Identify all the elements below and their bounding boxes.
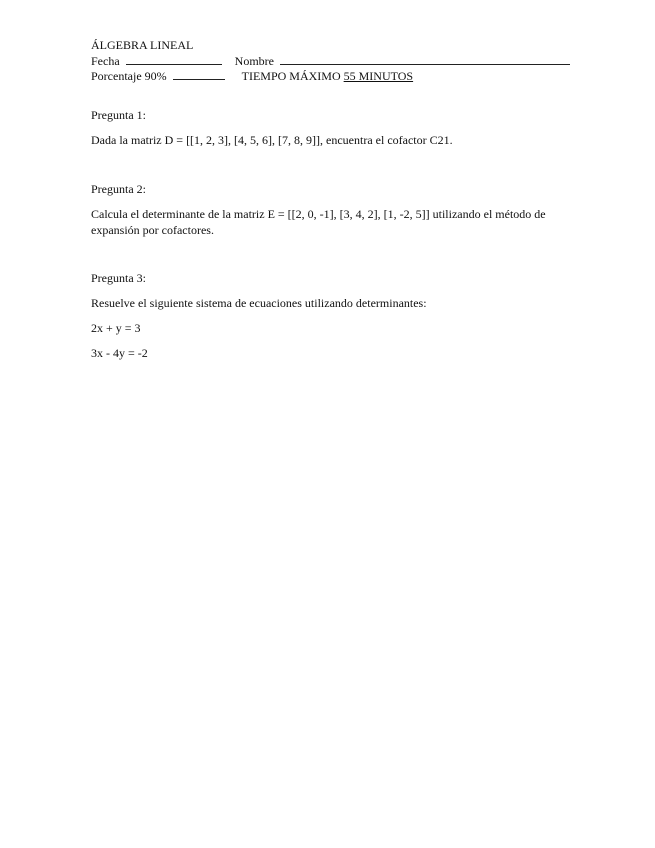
question-1 bbox=[91, 108, 571, 148]
question-title: Pregunta 2: bbox=[91, 182, 146, 196]
equation-2: 3x - 4y = -2 bbox=[91, 346, 148, 360]
time-value: 55 MINUTOS bbox=[343, 69, 414, 83]
question-title: Pregunta 1: bbox=[91, 108, 146, 122]
course-title: ÁLGEBRA LINEAL bbox=[91, 38, 194, 52]
question-text: Dada la matriz D = [[1, 2, 3], [4, 5, 6], [7, 8, 9]], encuentra el cofactor C21. bbox=[91, 133, 453, 147]
exam-sheet bbox=[91, 38, 571, 360]
name-label: Nombre bbox=[234, 54, 274, 68]
date-name-row bbox=[91, 53, 571, 68]
percentage-blank[interactable] bbox=[173, 68, 225, 80]
date-label: Fecha bbox=[91, 54, 120, 68]
question-text: Resuelve el siguiente sistema de ecuaciones utilizando determinantes: bbox=[91, 296, 427, 310]
time-label: TIEMPO MÁXIMO bbox=[241, 69, 341, 83]
question-title: Pregunta 3: bbox=[91, 271, 146, 285]
question-2 bbox=[91, 182, 571, 238]
date-blank[interactable] bbox=[126, 53, 222, 65]
percentage-label: Porcentaje 90% bbox=[91, 69, 167, 83]
name-blank[interactable] bbox=[280, 53, 570, 65]
question-3 bbox=[91, 271, 571, 361]
equation-1: 2x + y = 3 bbox=[91, 321, 141, 335]
percentage-time-row bbox=[91, 68, 571, 83]
question-text: Calcula el determinante de la matriz E = [[2, 0, -1], [3, 4, 2], [1, -2, 5]] utilizando el método de expansión por cofactores. bbox=[91, 207, 546, 237]
